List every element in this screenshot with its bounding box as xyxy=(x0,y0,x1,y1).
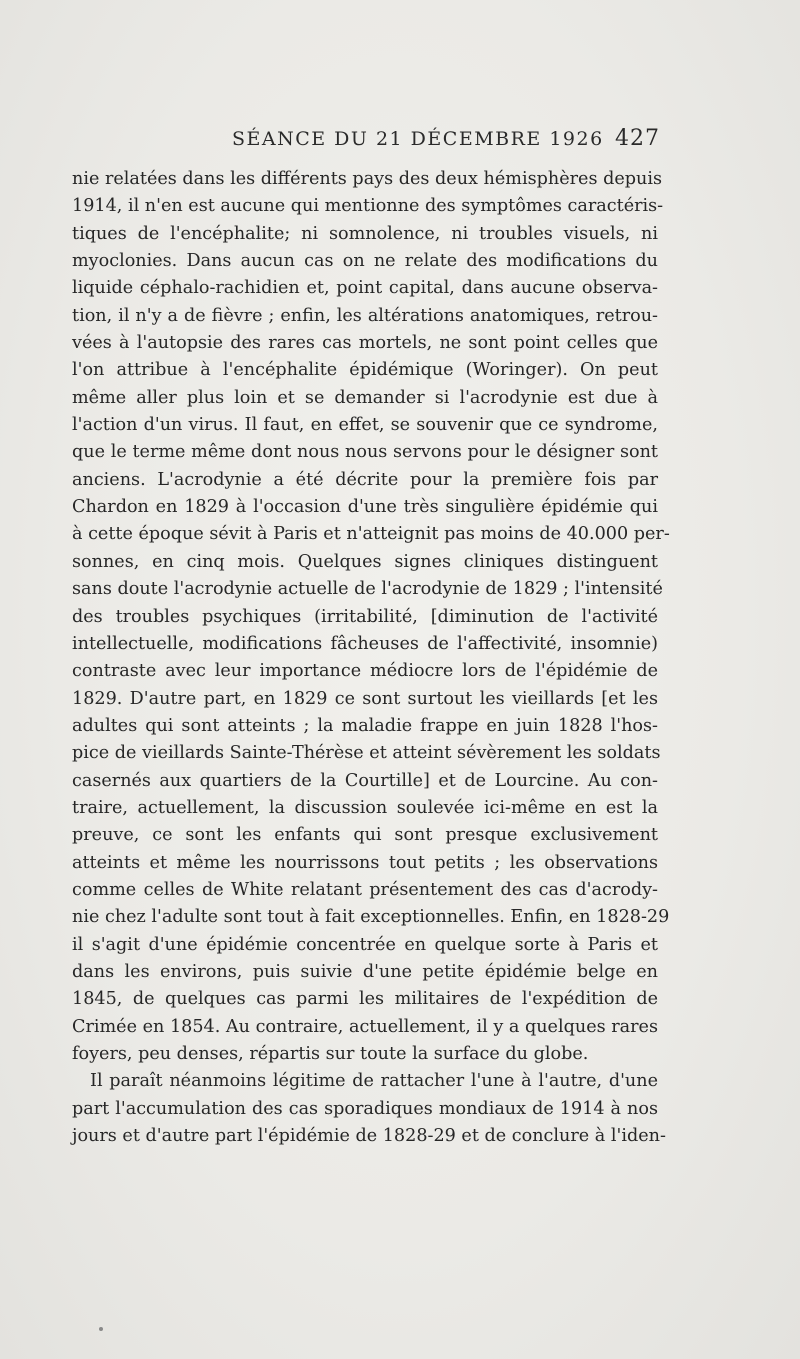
paragraph xyxy=(72,1068,666,1150)
text-line: pice de vieillards Sainte-Thérèse et atteint sévèrement les soldats xyxy=(72,743,661,764)
text-line: contraste avec leur importance médiocre lors de l'épidémie de xyxy=(72,661,658,682)
text-line: Chardon en 1829 à l'occasion d'une très singulière épidémie qui xyxy=(72,497,658,518)
text-line: Crimée en 1854. Au contraire, actuellement, il y a quelques rares xyxy=(72,1016,658,1037)
text-line: nie relatées dans les différents pays des deux hémisphères depuis xyxy=(72,169,663,189)
body-text xyxy=(72,166,670,1150)
paper-speck xyxy=(99,1327,103,1331)
text-line: il s'agit d'une épidémie concentrée en quelque sorte à Paris et xyxy=(72,934,658,955)
text-line: tion, il n'y a de fièvre ; enfin, les altérations anatomiques, retrou- xyxy=(72,305,658,326)
text-line: adultes qui sont atteints ; la maladie frappe en juin 1828 l'hos- xyxy=(72,715,658,736)
text-line: sans doute l'acrodynie actuelle de l'acrodynie de 1829 ; l'intensité xyxy=(72,579,663,600)
text-line: sonnes, en cinq mois. Quelques signes cliniques distinguent xyxy=(72,551,658,572)
text-line: traire, actuellement, la discussion soulevée ici-même en est la xyxy=(72,797,658,818)
text-line: intellectuelle, modifications fâcheuses de l'affectivité, insomnie) xyxy=(72,633,658,654)
text-line: à cette époque sévit à Paris et n'atteignit pas moins de 40.000 per- xyxy=(72,524,670,545)
text-line: preuve, ce sont les enfants qui sont presque exclusivement xyxy=(72,825,658,846)
text-line: même aller plus loin et se demander si l'acrodynie est due à xyxy=(72,387,658,408)
text-line: l'action d'un virus. Il faut, en effet, se souvenir que ce syndrome, xyxy=(72,415,658,436)
text-line: liquide céphalo-rachidien et, point capital, dans aucune observa- xyxy=(72,278,658,299)
text-line: 1914, il n'en est aucune qui mentionne des symptômes caractéris- xyxy=(72,196,664,217)
running-head: SÉANCE DU 21 DÉCEMBRE 1926 xyxy=(232,128,604,150)
text-line: foyers, peu denses, répartis sur toute la surface du globe. xyxy=(72,1044,589,1064)
page-number: 427 xyxy=(615,126,660,151)
text-line: que le terme même dont nous nous servons pour le désigner sont xyxy=(72,442,658,463)
page-header xyxy=(70,126,660,162)
text-line: comme celles de White relatant présentement des cas d'acrody- xyxy=(72,879,658,900)
text-line: 1845, de quelques cas parmi les militaires de l'expédition de xyxy=(72,989,658,1010)
text-line: casernés aux quartiers de la Courtille] et de Lourcine. Au con- xyxy=(72,770,658,791)
text-line: Il paraît néanmoins légitime de rattacher l'une à l'autre, d'une xyxy=(90,1071,658,1092)
text-line: nie chez l'adulte sont tout à fait exceptionnelles. Enfin, en 1828-29 xyxy=(72,907,670,928)
text-line: atteints et même les nourrissons tout petits ; les observations xyxy=(72,852,658,873)
paragraph xyxy=(72,166,670,1068)
text-line: l'on attribue à l'encéphalite épidémique (Woringer). On peut xyxy=(72,360,658,381)
text-line: vées à l'autopsie des rares cas mortels, ne sont point celles que xyxy=(72,333,658,354)
text-line: 1829. D'autre part, en 1829 ce sont surtout les vieillards [et les xyxy=(72,688,658,709)
text-line: anciens. L'acrodynie a été décrite pour la première fois par xyxy=(72,469,658,490)
text-line: tiques de l'encéphalite; ni somnolence, ni troubles visuels, ni xyxy=(72,223,658,244)
text-line: part l'accumulation des cas sporadiques mondiaux de 1914 à nos xyxy=(72,1098,658,1119)
text-line: myoclonies. Dans aucun cas on ne relate des modifications du xyxy=(72,251,658,272)
text-line: des troubles psychiques (irritabilité, [diminution de l'activité xyxy=(72,606,658,627)
text-line: jours et d'autre part l'épidémie de 1828-29 et de conclure à l'iden- xyxy=(72,1126,666,1147)
text-line: dans les environs, puis suivie d'une petite épidémie belge en xyxy=(72,961,658,982)
